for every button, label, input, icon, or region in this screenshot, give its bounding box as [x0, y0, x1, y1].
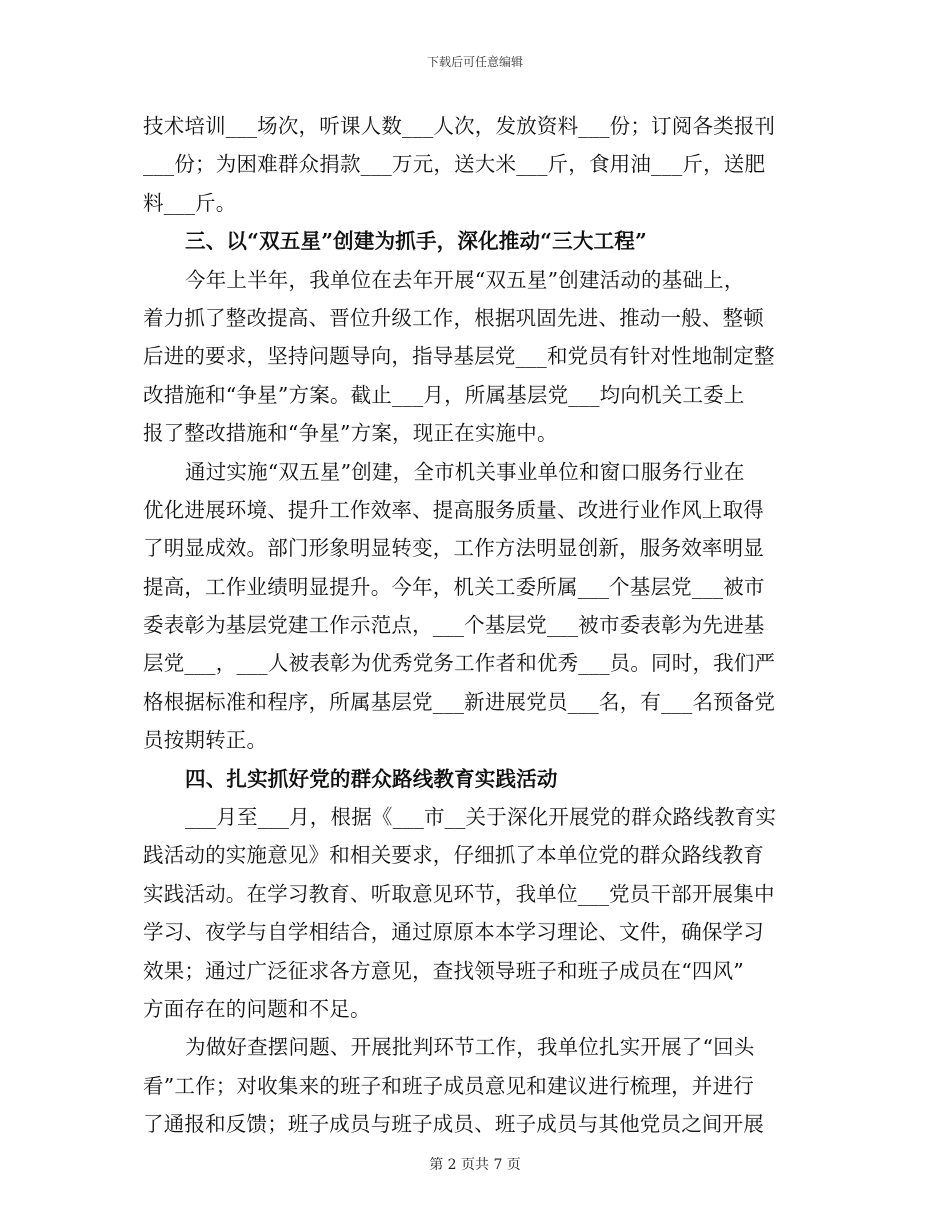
text-line: 员按期转正。	[143, 728, 268, 753]
text-line: 报了整改措施和“争星”方案，现正在实施中。	[143, 421, 558, 446]
text-line: 了通报和反馈；班子成员与班子成员、班子成员与其他党员之间开展	[143, 1112, 764, 1137]
text-line: 后进的要求，坚持问题导向，指导基层党___和党员有针对性地制定整	[143, 344, 775, 369]
document-body	[143, 107, 798, 1144]
text-line: 着力抓了整改提高、晋位升级工作，根据巩固先进、推动一般、整顿	[143, 305, 764, 330]
text-line: 为做好查摆问题、开展批判环节工作，我单位扎实开展了“回头	[185, 1035, 755, 1060]
text-line: ___份；为困难群众捐款___万元，送大米___斤，食用油___斤，送肥	[143, 152, 766, 177]
text-line: 学习、夜学与自学相结合，通过原原本本学习理论、文件，确保学习	[143, 920, 764, 945]
text-line: ___月至___月，根据《___市__关于深化开展党的群众路线教育实	[185, 805, 777, 830]
text-line: 方面存在的问题和不足。	[143, 996, 371, 1021]
text-line: 今年上半年，我单位在去年开展“双五星”创建活动的基础上，	[185, 267, 745, 292]
text-line: 委表彰为基层党建工作示范点，___个基层党___被市委表彰为先进基	[143, 613, 765, 638]
text-line: 料___斤。	[143, 190, 237, 215]
page-footer: 第 2 页共 7 页	[429, 1157, 521, 1173]
text-line: 技术培训___场次，听课人数___人次，发放资料___份；订阅各类报刊	[143, 114, 776, 138]
text-line: 层党___，___人被表彰为优秀党务工作者和优秀___员。同时，我们严	[143, 651, 776, 676]
text-line: 改措施和“争星”方案。截止___月，所属基层党___均向机关工委上	[143, 382, 745, 407]
text-line: 格根据标准和程序，所属基层党___新进展党员___名，有___名预备党	[143, 689, 776, 714]
text-line: 效果；通过广泛征求各方意见，查找领导班子和班子成员在“四风”	[143, 958, 744, 983]
section-heading: 三、以“双五星”创建为抓手，深化推动“三大工程”	[185, 229, 647, 254]
text-line: 践活动的实施意见》和相关要求，仔细抓了本单位党的群众路线教育	[143, 843, 764, 868]
text-line: 优化进展环境、提升工作效率、提高服务质量、改进行业作风上取得	[143, 497, 764, 522]
page-header: 下载后可任意编辑	[426, 55, 523, 69]
text-line: 提高，工作业绩明显提升。今年，机关工委所属___个基层党___被市	[143, 574, 765, 599]
text-line: 了明显成效。部门形象明显转变，工作方法明显创新，服务效率明显	[143, 536, 764, 561]
text-line: 实践活动。在学习教育、听取意见环节，我单位___党员干部开展集中	[143, 881, 775, 906]
section-heading: 四、扎实抓好党的群众路线教育实践活动	[185, 766, 558, 791]
text-line: 通过实施“双五星”创建，全市机关事业单位和窗口服务行业在	[185, 459, 745, 484]
text-line: 看”工作；对收集来的班子和班子成员意见和建议进行梳理，并进行	[143, 1073, 754, 1098]
